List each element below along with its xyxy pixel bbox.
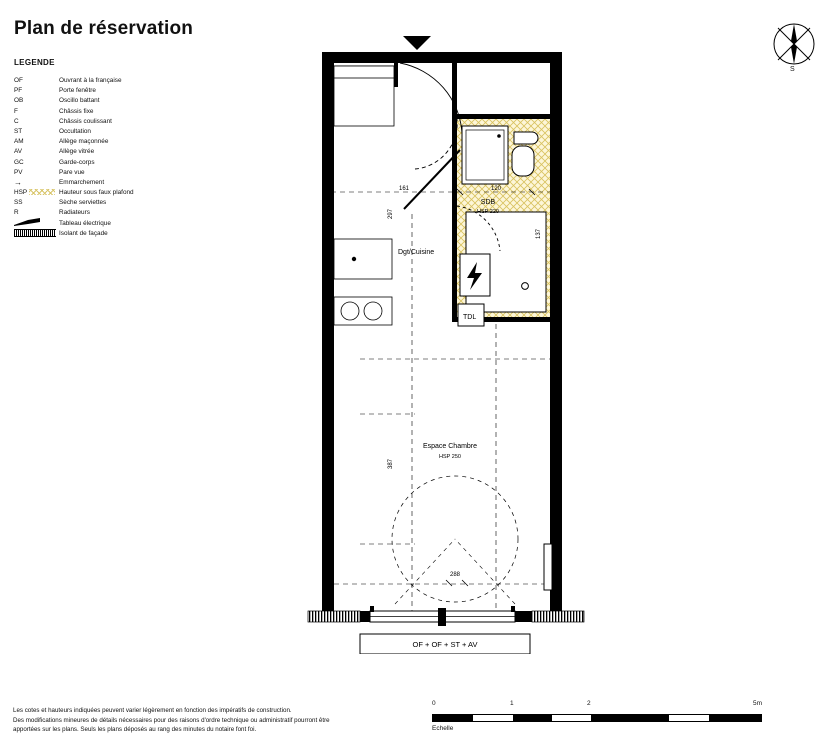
list-item	[14, 96, 224, 106]
dimension-297: 297	[388, 208, 394, 219]
legend-abbr: HSP	[14, 189, 28, 197]
legend-abbr: OF	[14, 77, 23, 84]
arrow-icon: →	[14, 177, 22, 187]
legend-definition: Châssis coulissant	[59, 117, 112, 125]
floor-plan	[300, 14, 600, 654]
disclaimer-note	[13, 706, 413, 735]
list-item	[14, 188, 224, 198]
disclaimer-line-1: Les cotes et hauteurs indiquées peuvent varier légèrement en fonction des impératifs de construction.	[13, 707, 292, 714]
list-item	[14, 86, 224, 96]
legend-list	[14, 76, 224, 239]
scale-bar-graphic	[432, 714, 762, 722]
compass-label-south: S	[790, 66, 795, 73]
scale-tick: 5m	[752, 700, 762, 707]
dimension-161: 161	[399, 186, 410, 192]
legend-abbr: F	[14, 107, 18, 115]
compass-rose	[766, 20, 822, 82]
legend-definition: Ouvrant à la française	[59, 77, 122, 84]
list-item	[14, 147, 224, 157]
disclaimer-line-3: apportées sur les plans. Seuls les plans déposés au rang des minutes du notaire font foi.	[13, 726, 257, 733]
dimension-288: 288	[449, 572, 461, 578]
scale-bar	[432, 700, 762, 732]
entry-arrow	[403, 36, 431, 50]
legend-abbr: AV	[14, 148, 23, 156]
scale-tick: 2	[587, 700, 591, 707]
legend-definition: Occultation	[59, 127, 91, 135]
legend-abbr: SS	[14, 199, 23, 207]
list-item	[14, 219, 224, 229]
room-hsp-sdb: HSP 220	[477, 209, 499, 215]
legend-abbr: PF	[14, 87, 23, 95]
legend-abbr: OB	[14, 97, 24, 105]
list-item	[14, 178, 224, 188]
insulation-swatch-icon	[14, 229, 56, 237]
scale-tick: 0	[432, 700, 436, 707]
room-label-sdb: SDB	[480, 199, 496, 206]
legend-definition: Porte fenêtre	[59, 87, 96, 95]
legend-abbr: R	[14, 209, 19, 217]
legend-definition: Pare vue	[59, 168, 85, 176]
legend-definition: Allège vitrée	[59, 148, 95, 156]
dimension-120: 120	[490, 186, 502, 192]
legend-definition: Hauteur sous faux plafond	[59, 189, 134, 197]
tdl-box	[458, 304, 484, 326]
legend-definition: Châssis fixe	[59, 107, 94, 115]
legend-definition: Allège maçonnée	[59, 138, 109, 146]
room-label-kitchen: Dgt/Cuisine	[398, 249, 435, 256]
disclaimer-line-2: Des modifications mineures de détails nécessaires pour des raisons d'ordre technique ou administratif pourront être	[13, 716, 330, 724]
list-item	[14, 158, 224, 168]
legend-abbr: GC	[14, 158, 24, 166]
legend-definition: Sèche serviettes	[59, 199, 107, 207]
legend-definition: Emmarchement	[59, 178, 105, 186]
legend-definition: Isolant de façade	[59, 229, 108, 237]
list-item	[14, 117, 224, 127]
scale-tick: 1	[510, 700, 514, 707]
electrical-panel-symbol	[460, 254, 490, 296]
legend-abbr: C	[14, 117, 19, 125]
window-spec-box	[360, 634, 530, 654]
list-item	[14, 107, 224, 117]
window-spec-label: OF + OF + ST + AV	[412, 640, 478, 649]
legend-definition: Tableau électrique	[59, 219, 111, 227]
dimension-387: 387	[388, 458, 394, 469]
window-bay	[370, 606, 515, 626]
list-item	[14, 127, 224, 137]
page-title: Plan de réservation	[14, 18, 194, 39]
legend-abbr: AM	[14, 138, 24, 146]
right-window	[544, 544, 552, 590]
list-item	[14, 168, 224, 178]
legend-abbr: ST	[14, 127, 23, 135]
electrical-panel-icon	[14, 218, 44, 226]
legend-abbr: PV	[14, 168, 23, 176]
scale-caption: Echelle	[432, 725, 454, 732]
kitchen-fixtures	[334, 66, 394, 325]
legend-title: LEGENDE	[14, 58, 55, 67]
list-item	[14, 229, 224, 239]
scale-ticks	[432, 700, 762, 712]
dimension-137: 137	[536, 228, 542, 239]
legend-definition: Radiateurs	[59, 209, 90, 217]
legend-definition: Oscillo battant	[59, 97, 100, 105]
tdl-label: TDL	[463, 314, 477, 321]
list-item	[14, 137, 224, 147]
room-hsp-bedroom: HSP 250	[439, 454, 461, 460]
list-item	[14, 76, 224, 86]
list-item	[14, 198, 224, 208]
hatch-swatch-icon	[29, 189, 55, 195]
legend-definition: Garde-corps	[59, 158, 95, 166]
room-label-bedroom: Espace Chambre	[422, 443, 478, 450]
